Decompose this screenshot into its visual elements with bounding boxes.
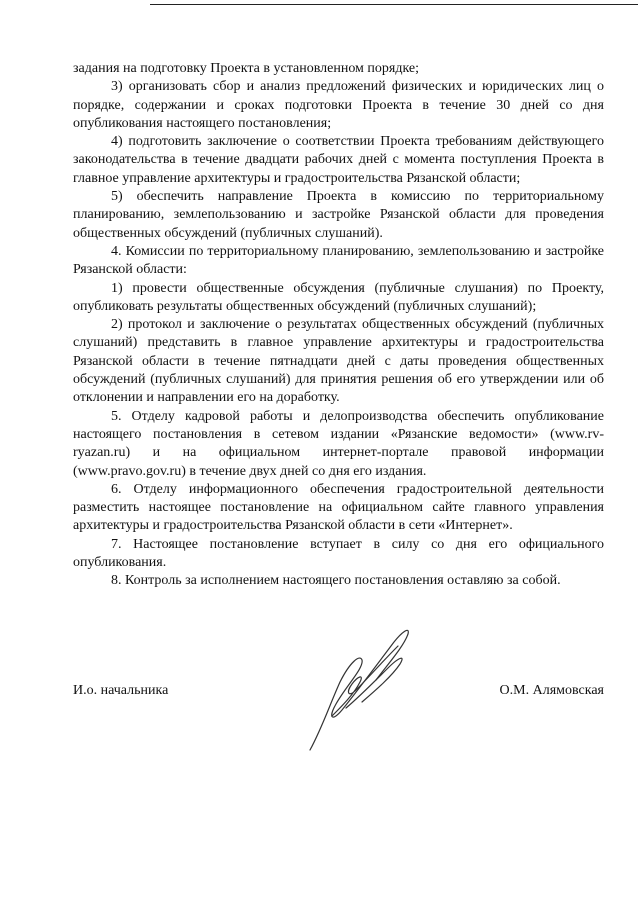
top-rule xyxy=(150,4,638,5)
paragraph: 8. Контроль за исполнением настоящего постановления оставляю за собой. xyxy=(111,573,561,589)
signatory-name: О.М. Алямовская xyxy=(499,683,604,698)
paragraph: 3) организовать сбор и анализ предложений физических и юридических лиц о порядке, содержании и сроках подготовки Проекта в течение 30 дней со дня опубликования настоящего постановления; xyxy=(73,79,604,131)
paragraph: 4) подготовить заключение о соответствии Проекта требованиям действующего законодательства в течение двадцати рабочих дней с момента поступления Проекта в главное управление архитектуры и градостроительства Рязанской области; xyxy=(73,134,604,186)
paragraph: 4. Комиссии по территориальному планированию, землепользованию и застройке Рязанской области: xyxy=(73,243,604,278)
paragraph: 7. Настоящее постановление вступает в силу со дня его официального опубликования. xyxy=(73,536,604,571)
paragraph: 2) протокол и заключение о результатах общественных обсуждений (публичных слушаний) представить в главное управление архитектуры и градостроительства Рязанской области в течение пятнадцати дней с даты проведения общественных обсуждений (публичных слушаний) для принятия решения об его утверждении или об отклонении и направлении его на доработку. xyxy=(73,317,604,406)
paragraph: 5. Отделу кадровой работы и делопроизводства обеспечить опубликование настоящего постановления в сетевом издании «Рязанские ведомости» (www.rv-ryazan.ru) и на официальном интернет-портале правовой информации (www.pravo.gov.ru) в течение двух дней со дня его издания. xyxy=(73,408,604,479)
paragraph: 6. Отделу информационного обеспечения градостроительной деятельности разместить настоящее постановление на официальном сайте главного управления архитектуры и градостроительства Рязанской области в сети «Интернет». xyxy=(73,481,604,534)
handwritten-signature xyxy=(302,618,422,758)
paragraph: 5) обеспечить направление Проекта в комиссию по территориальному планированию, землепользованию и застройке Рязанской области для проведения общественных обсуждений (публичных слушаний). xyxy=(73,189,604,241)
signatory-position: И.о. начальника xyxy=(73,683,169,698)
document-body xyxy=(73,60,604,591)
paragraph: 1) провести общественные обсуждения (публичные слушания) по Проекту, опубликовать результаты общественных обсуждений (публичных слушаний); xyxy=(73,280,604,314)
paragraph: задания на подготовку Проекта в установленном порядке; xyxy=(73,61,420,76)
